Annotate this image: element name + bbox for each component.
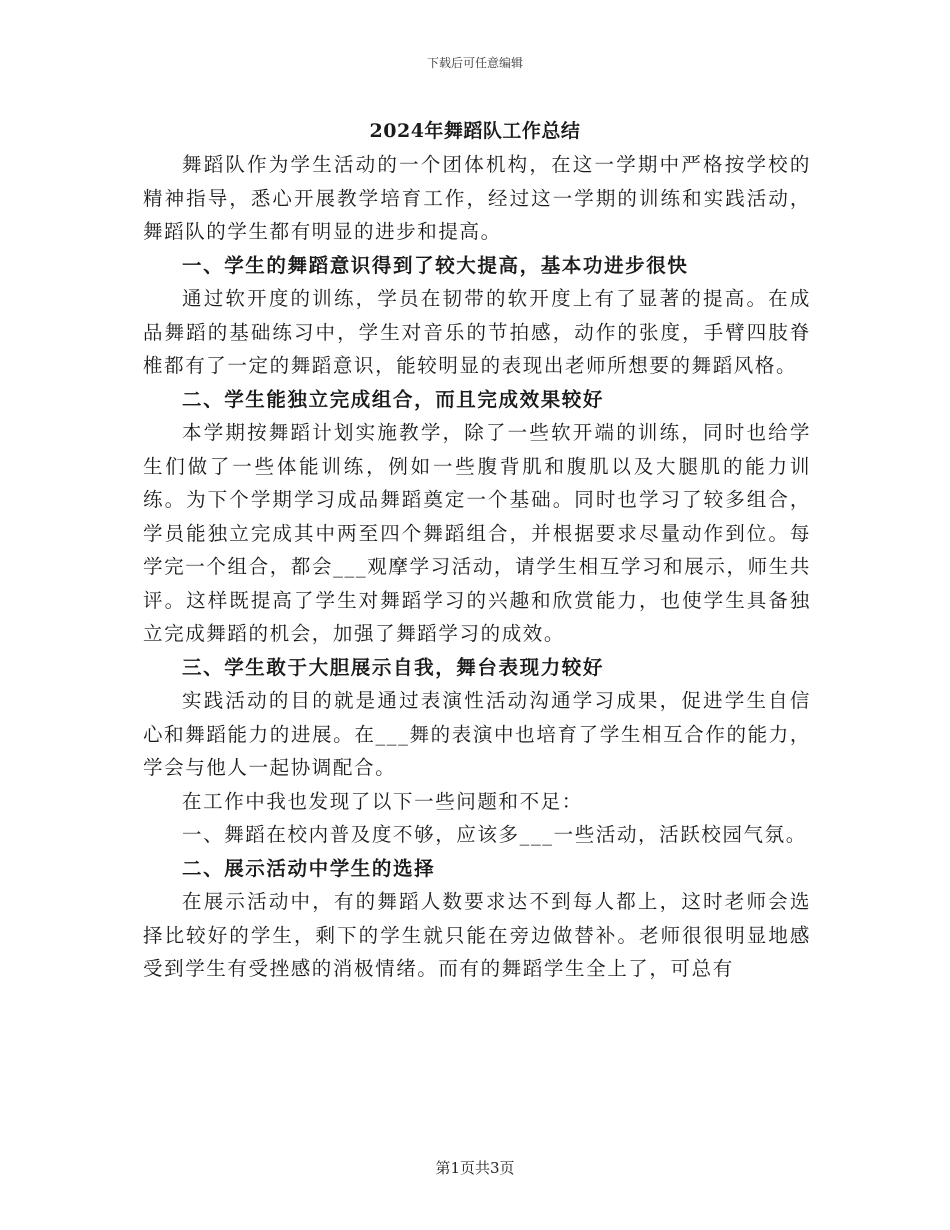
section-heading-2: 二、学生能独立完成组合，而且完成效果较好 — [182, 387, 605, 411]
paragraph-problems-intro: 在工作中我也发现了以下一些问题和不足： — [182, 789, 583, 813]
document-body — [143, 148, 811, 986]
paragraph-section-1: 通过软开度的训练，学员在韧带的软开度上有了显著的提高。在成品舞蹈的基础练习中，学生对音乐的节拍感，动作的张度，手臂四肢脊椎都有了一定的舞蹈意识，能较明显的表现出老师所想要的舞蹈风格。 — [143, 287, 811, 377]
section-heading-1: 一、学生的舞蹈意识得到了较大提高，基本功进步很快 — [182, 253, 689, 277]
page-header: 下载后可任意编辑 — [426, 56, 523, 70]
page-footer: 第1页共3页 — [435, 1159, 515, 1177]
section-heading-problem-2: 二、展示活动中学生的选择 — [182, 856, 436, 880]
paragraph-section-2: 本学期按舞蹈计划实施教学，除了一些软开端的训练，同时也给学生们做了一些体能训练，例如一些腹背肌和腹肌以及大腿肌的能力训练。为下个学期学习成品舞蹈奠定一个基础。同时也学习了较多组合，学员能独立完成其中两至四个舞蹈组合，并根据要求尽量动作到位。每学完一个组合，都会___观摩学习活动，请学生相互学习和展示，师生共评。这样既提高了学生对舞蹈学习的兴趣和欣赏能力，也使学生具备独立完成舞蹈的机会，加强了舞蹈学习的成效。 — [143, 421, 811, 645]
section-heading-3: 三、学生敢于大胆展示自我，舞台表现力较好 — [182, 655, 605, 679]
paragraph-problem-1: 一、舞蹈在校内普及度不够，应该多___一些活动，活跃校园气氛。 — [182, 823, 807, 846]
paragraph-section-3: 实践活动的目的就是通过表演性活动沟通学习成果，促进学生自信心和舞蹈能力的进展。在___舞的表演中也培育了学生相互合作的能力，学会与他人一起协调配合。 — [143, 689, 811, 779]
document-title: 2024年舞蹈队工作总结 — [369, 120, 581, 142]
paragraph-intro: 舞蹈队作为学生活动的一个团体机构，在这一学期中严格按学校的精神指导，悉心开展教学培育工作，经过这一学期的训练和实践活动，舞蹈队的学生都有明显的进步和提高。 — [143, 153, 811, 243]
paragraph-problem-2: 在展示活动中，有的舞蹈人数要求达不到每人都上，这时老师会选择比较好的学生，剩下的学生就只能在旁边做替补。老师很很明显地感受到学生有受挫感的消极情绪。而有的舞蹈学生全上了，可总有 — [143, 890, 811, 980]
